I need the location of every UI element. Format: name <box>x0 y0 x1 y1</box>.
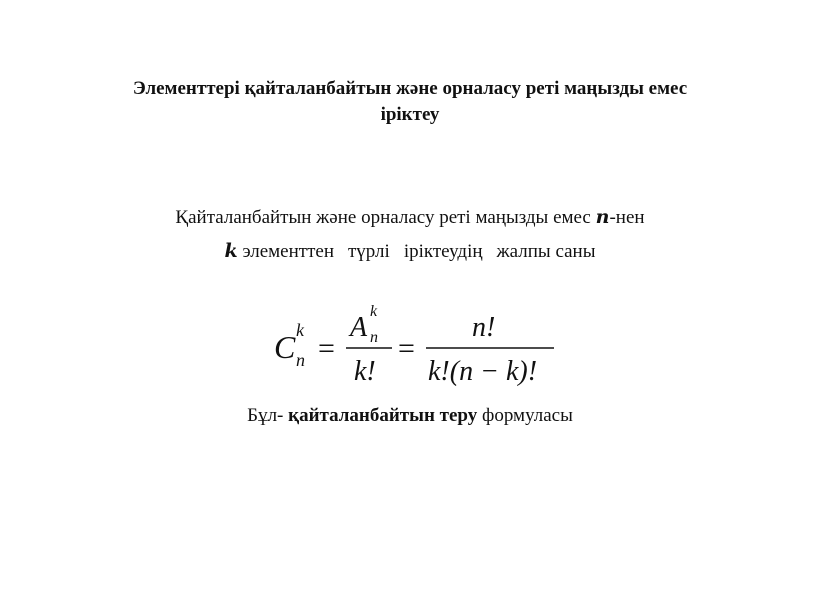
description-suffix: -нен <box>609 207 645 228</box>
formula-frac1-num-sup: k <box>370 303 378 320</box>
variable-n: 𝒏 <box>595 207 610 228</box>
formula-lhs-sub: n <box>296 350 305 370</box>
formula-frac1-num-sub: n <box>370 329 378 346</box>
formula-frac1-den: k! <box>354 356 376 387</box>
combination-formula <box>270 298 560 398</box>
caption-bold: қайталанбайтын теру <box>288 405 478 426</box>
formula-graphic <box>270 298 560 398</box>
description-text: Қайталанбайтын және орналасу реті маңызды емес <box>175 207 596 228</box>
title-line-1: Элементтері қайталанбайтын және орналасу реті маңызды емес <box>132 78 688 99</box>
caption-prefix: Бұл- <box>247 405 289 426</box>
word-turli: түрлі <box>348 241 390 262</box>
formula-lhs-base: C <box>274 329 296 365</box>
formula-lhs-sup: k <box>296 320 304 340</box>
formula-caption <box>80 400 740 432</box>
page-title <box>60 76 760 128</box>
title-line-2: іріктеу <box>380 104 440 125</box>
formula-frac1-num-base: A <box>350 312 368 343</box>
variable-k: 𝒌 <box>224 241 238 262</box>
description-line-1 <box>80 202 740 234</box>
word-iriktteudin: іріктеудің <box>403 241 483 262</box>
word-zhalpy-sany: жалпы саны <box>496 241 596 262</box>
formula-frac2-num: n! <box>472 312 496 343</box>
description-line-2 <box>80 236 740 268</box>
word-elementten: элементтен <box>237 241 334 262</box>
formula-frac2-den: k!(n − k)! <box>428 356 538 387</box>
formula-equals-1: = <box>318 332 335 365</box>
formula-equals-2: = <box>398 332 415 365</box>
caption-suffix: формуласы <box>477 405 573 426</box>
